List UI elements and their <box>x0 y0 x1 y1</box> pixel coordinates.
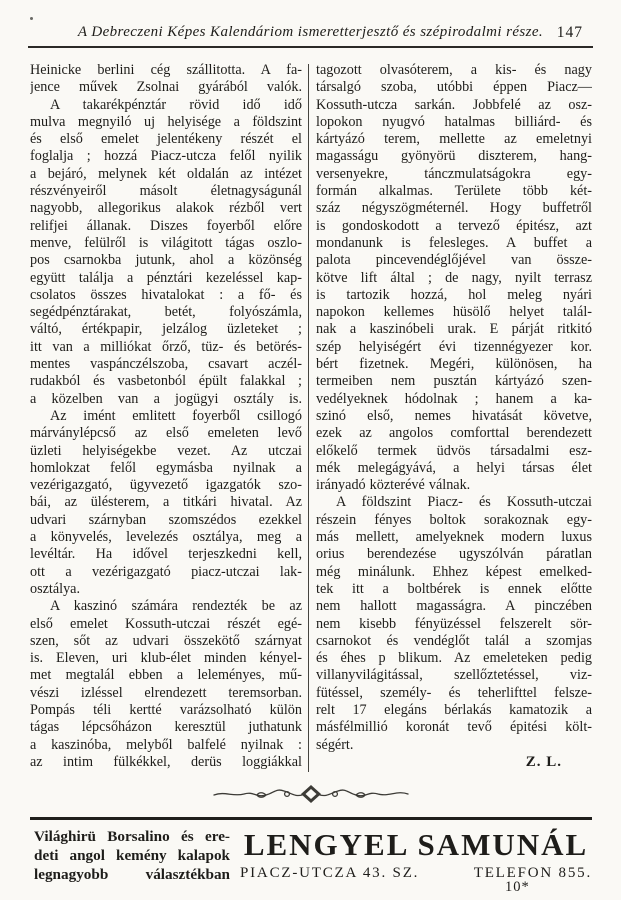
header-rule <box>28 46 593 48</box>
text-line: ezek az angolos comforttal berendezett <box>316 425 592 442</box>
text-line: és éhes p blikum. Az emeleteken pedig <box>316 650 592 667</box>
advert-top-rule <box>30 817 592 820</box>
ornament-flourish <box>0 782 621 806</box>
text-line: segédpénztárakat, betét, folyószámla, <box>30 304 302 321</box>
text-line: homlokzat felől egymásba nyilnak a <box>30 459 302 476</box>
running-title: A Debreczeni Képes Kalendáriom ismeretterjesztő és szépirodalmi része. <box>77 24 544 40</box>
text-line: ségért. <box>316 736 354 753</box>
article-body <box>30 62 592 778</box>
text-line: mulva megnyiló uj helyisége a földszint <box>30 113 302 130</box>
text-line: palota pincevendéglőjével van össze- <box>316 252 592 269</box>
paragraph <box>316 62 592 494</box>
text-line: részvényeiről másolt életnagyságunál <box>30 183 302 200</box>
text-line: nem hallott magasságra. A pinczében <box>316 598 592 615</box>
text-line: még minálunk. Ehhez képest emelked- <box>316 563 592 580</box>
text-line: csolatos összes hivatalokat : a fő- és <box>30 286 302 303</box>
text-line: fütéssel, személy- és teherlifttel felsze- <box>316 684 592 701</box>
author-signature: Z. L. <box>525 753 562 770</box>
advert-tagline <box>34 828 230 884</box>
text-line: más mellett, amelyeknek modern luxus <box>316 529 592 546</box>
paragraph <box>30 408 302 598</box>
text-line: relifjei állanak. Diszes foyerből előre <box>30 217 302 234</box>
text-line: részein fényes boltok sorakoznak egy- <box>316 511 592 528</box>
text-line: tagozott olvasóterem, a kis- és nagy <box>316 62 592 78</box>
text-line: ott a vezérigazgató piacz-utczai lak- <box>30 563 302 580</box>
text-line: mék melegágyává, a helyi társas élet <box>316 459 592 476</box>
text-line: szinó első, nemes hivatását követve, <box>316 407 592 424</box>
ad-tagline-line: legnagyobb választékban <box>34 865 230 883</box>
text-line: tágas lépcsőházon keresztül juthatunk <box>30 719 302 736</box>
text-line: udvari szárnyban szomszédos ezekkel <box>30 511 302 528</box>
text-line: jence művek Zsolnai gyárából valók. <box>30 79 302 96</box>
paragraph <box>30 97 302 408</box>
advert-business-name: LENGYEL SAMUNÁL <box>243 827 589 862</box>
ad-tagline-line: deti angol kemény kalapok <box>34 846 230 864</box>
advert-address: PIACZ-UTCZA 43. SZ. <box>240 865 420 881</box>
text-line: versenyekre, tánczmulatságokra egy- <box>316 165 592 182</box>
text-line: formán alkalmas. Területe több két- <box>316 183 592 200</box>
paragraph <box>30 62 302 97</box>
text-line: vészi izléssel elrendezett teremsorban. <box>30 684 302 701</box>
ad-tagline-line: Világhirü Borsalino és ere- <box>34 828 230 845</box>
text-line: szép helyiségért évi tizennégyezer kor. <box>316 338 592 355</box>
text-line: vezérigazgató, ügyvezető igazgatók szo- <box>30 477 302 494</box>
text-line: az intim fülkékkel, derüs loggiákkal <box>30 753 302 770</box>
text-line: bái, az ülésterem, a titkári hivatal. Az <box>30 494 302 511</box>
text-line: kártyázó terem, mellette az emeletnyi <box>316 131 592 148</box>
text-line: is. Eleven, uri klub-élet minden kényel- <box>30 650 302 667</box>
text-line: foglalja ; hozzá Piacz-utcza felől nyilik <box>30 148 302 165</box>
text-line: üzleti helyiségekbe vezet. Az utczai <box>30 442 302 459</box>
text-line: előkelő termek üdvös társadalmi esz- <box>316 442 592 459</box>
column-divider <box>308 64 309 772</box>
text-line: váltó, értékpapir, jelzálog üzleteket ; <box>30 321 302 338</box>
text-line: levéltár. Ha idővel terjeszkedni kell, <box>30 546 302 563</box>
page-header <box>28 24 593 44</box>
text-line: másfélmillió koronát tevő épitési költ- <box>316 719 592 736</box>
text-line: a könyvelés, levelezés osztálya, meg a <box>30 529 302 546</box>
text-line: termeiben nem pusztán kártyázó szen- <box>316 373 592 390</box>
text-line: a bejáró, melynek két oldalán az intézet <box>30 165 302 182</box>
text-line: magasságu gyönyörü diszterem, hang- <box>316 148 592 165</box>
text-line: rudakból és vasbetonból épült falakkal ; <box>30 373 302 390</box>
text-line: mondanunk is felesleges. A buffet a <box>316 234 592 251</box>
text-line: és első emelet jelentékeny részét el <box>30 131 302 148</box>
text-line: Kossuth-utcza sarkán. Jobbfelé az osz- <box>316 96 592 113</box>
text-line: Heinicke berlini cég szállitotta. A fa- <box>30 62 302 78</box>
paragraph <box>30 598 302 771</box>
text-line: társalgó szoba, utóbbi éppen Piacz— <box>316 79 592 96</box>
text-line: lopokon nyugvó hatalmas billiárd- és <box>316 113 592 130</box>
text-line: pos csarnokba jutunk, ahol a közönség <box>30 252 302 269</box>
text-line: is gondoskodott a tervező épitész, azt <box>316 217 592 234</box>
text-line: nem kisebb fényüzéssel felszerelt sör- <box>316 615 592 632</box>
text-line: csarnokot és vendéglőt talál a szomjas <box>316 632 592 649</box>
text-line: orius berendezése ugyszólván páratlan <box>316 546 592 563</box>
text-line: nak a kaszinóbeli urak. E párját ritkitó <box>316 321 592 338</box>
text-line: vedélyeknek hódolnak ; hanem a ka- <box>316 390 592 407</box>
text-line: osztálya. <box>30 580 81 597</box>
text-line: mentes vaspánczélszoba, csavart aczél- <box>30 356 302 373</box>
text-line: villanyvilágitással, szellőztetéssel, viz- <box>316 667 592 684</box>
text-line: itt van a milliókat őrző, tüz- és betörés- <box>30 338 302 355</box>
text-line: szen, sőt az udvari összekötő szárnyat <box>30 632 302 649</box>
text-line: együtt találja a pénztári kezeléssel kap- <box>30 269 302 286</box>
printer-signature-mark: 10* <box>505 879 530 895</box>
text-line: irányadó közterévé válnak. <box>316 477 471 494</box>
text-line: Pompás téli kertté varázsolható külön <box>30 701 302 718</box>
text-line: első emelet Kossuth-utczai részét egé- <box>30 615 302 632</box>
text-line: met megtalál ebben a leleményes, mű- <box>30 667 302 684</box>
text-line: nagyobb, allegorikus alakok rézből vert <box>30 200 302 217</box>
text-line: is tartozik hozzá, hol meleg nyári <box>316 286 592 303</box>
text-line: napokon kellemes hüsölő helyet talál- <box>316 304 592 321</box>
text-line: márványlépcső az első emeleten levő <box>30 425 302 442</box>
text-line: Az imént emlitett foyerből csillogó <box>50 407 302 424</box>
text-line: tek itt a boltbérek is ennek előtte <box>316 580 592 597</box>
text-line: A földszint Piacz- és Kossuth-utczai <box>336 494 592 511</box>
flourish-icon <box>211 782 411 806</box>
paragraph <box>316 494 592 753</box>
text-line: A kaszinó számára rendezték be az <box>50 598 302 615</box>
right-column <box>316 62 592 771</box>
advert-main <box>240 828 592 884</box>
text-line: relt 17 elegáns bérlakás kamatozik a <box>316 701 592 718</box>
text-line: bért fizetnek. Megéri, különösen, ha <box>316 356 592 373</box>
advert-phone: TELEFON 855. <box>473 865 592 881</box>
page-number: 147 <box>556 24 583 41</box>
scan-speck <box>30 17 33 20</box>
text-line: száz négyszögméternél. Hogy buffetről <box>316 200 592 217</box>
left-column <box>30 62 302 771</box>
text-line: kötve lift által ; de nagy, nyilt terrasz <box>316 269 592 286</box>
advert-contact-row <box>240 865 592 882</box>
text-line: menve, felülről is világitott tágas oszlo- <box>30 234 302 251</box>
text-line: a kaszinóba, melyből balfelé nyilnak : <box>30 736 302 753</box>
text-line: a közelben van a jogügyi osztály is. <box>30 390 302 407</box>
advertisement <box>34 828 592 884</box>
text-line: A takarékpénztár rövid idő idő <box>50 96 302 113</box>
